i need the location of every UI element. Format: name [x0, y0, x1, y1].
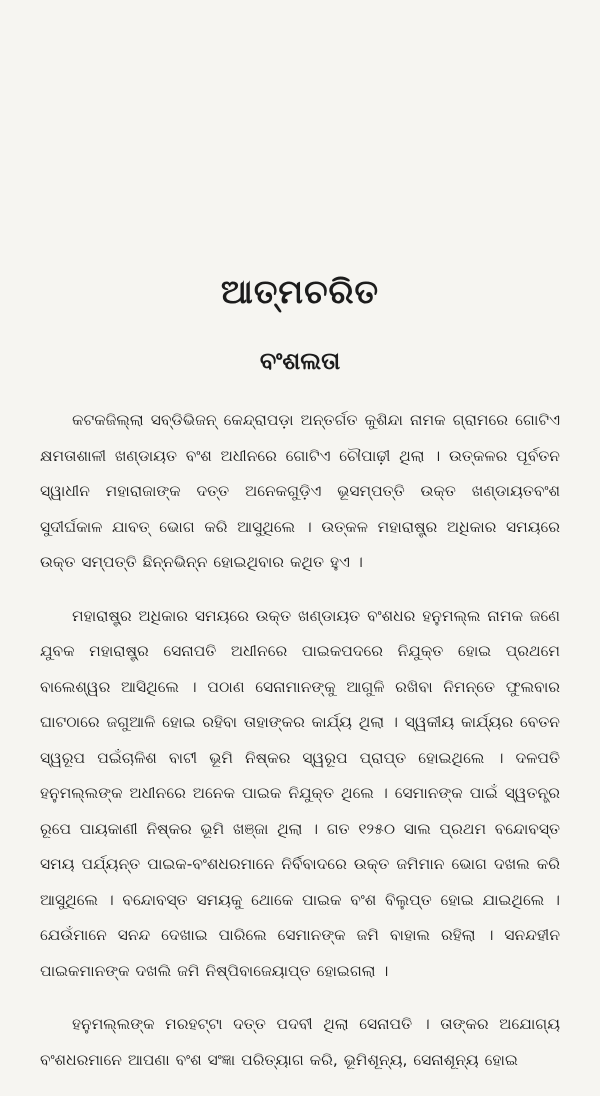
body-text [40, 403, 560, 1096]
paragraph: ମହାରାଷ୍ଟ୍ର ଅଧିକାର ସମୟରେ ଉକ୍ତ ଖଣ୍ଡାୟତ ବଂଶଧର ହନୁମଲ୍ଲ ନାମକ ଜଣେ ଯୁବକ ମହାରାଷ୍ଟ୍ର ସେନାପତି ଅଧୀନରେ ପାଇକପଦରେ ନିଯୁକ୍ତ ହୋଇ ପ୍ରଥମେ ବାଲେଶ୍ୱର ଆସିଥିଲେ । ପଠାଣ ସେନାମାନଙ୍କୁ ଆଗୁଳି ରଖିବା ନିମନ୍ତେ ଫୁଲବାର ଘାଟଠାରେ ଜଗୁଆଳି ହୋଇ ରହିବା ତାହାଙ୍କର କାର୍ଯ୍ୟ ଥିଲା । ସ୍ୱକୀୟ କାର୍ଯ୍ୟର ବେତନ ସ୍ୱରୂପ ପଇଁଚାଳିଶ ବାଟୀ ଭୂମି ନିଷ୍କର ସ୍ୱରୂପ ପ୍ରାପ୍ତ ହୋଇଥିଲେ । ଦଳପତି ହନୁମଲ୍ଲଙ୍କ ଅଧୀନରେ ଅନେକ ପାଇକ ନିଯୁକ୍ତ ଥିଲେ । ସେମାନଙ୍କ ପାଇଁ ସ୍ୱତନ୍ତ୍ର ରୂପେ ପାୟକାଣୀ ନିଷ୍କର ଭୂମି ଖଞ୍ଜା ଥିଲା । ଗତ ୧୨୫୦ ସାଲ ପ୍ରଥମ ବନ୍ଦୋବସ୍ତ ସମୟ ପର୍ଯ୍ୟନ୍ତ ପାଇକ-ବଂଶଧରମାନେ ନିର୍ବିବାଦରେ ଉକ୍ତ ଜମିମାନ ଭୋଗ ଦଖଲ କରି ଆସୁଥିଲେ । ବନ୍ଦୋବସ୍ତ ସମୟକୁ ଥୋକେ ପାଇକ ବଂଶ ବିଲୁପ୍ତ ହୋଇ ଯାଇଥିଲେ । ଯେଉଁମାନେ ସନନ୍ଦ ଦେଖାଇ ପାରିଲେ ସେମାନଙ୍କ ଜମି ବାହାଲ ରହିଲା । ସନନ୍ଦହୀନ ପାଇକମାନଙ୍କ ଦଖଲି ଜମି ନିଷ୍ପିବାଜେୟାପ୍ତ ହୋଇଗଲା । [40, 606, 560, 980]
paragraph: କଟକଜିଲ୍ଲା ସବ୍‌ଡିଭିଜନ୍ କେନ୍ଦ୍ରାପଡ଼ା ଅନ୍ତର୍ଗତ କୁଶିନ୍ଦା ନାମକ ଗ୍ରାମରେ ଗୋଟିଏ କ୍ଷମତାଶାଳୀ ଖଣ୍ଡାୟତ ବଂଶ ଅଧୀନରେ ଗୋଟିଏ ଚୌପାଢ଼ୀ ଥିଲା । ଉତ୍କଳର ପୂର୍ବତନ ସ୍ୱାଧୀନ ମହାରାଜାଙ୍କ ଦତ୍ତ ଅନେକଗୁଡ଼ିଏ ଭୂସମ୍ପତ୍ତି ଉକ୍ତ ଖଣ୍ଡାୟତବଂଶ ସୁଦୀର୍ଘକାଳ ଯାବତ୍ ଭୋଗ କରି ଆସୁଥିଲେ । ଉତ୍କଳ ମହାରାଷ୍ଟ୍ର ଅଧିକାର ସମୟରେ ଉକ୍ତ ସମ୍ପତ୍ତି ଛିନ୍ନଭିନ୍ନ ହୋଇଥିବାର କଥିତ ହୁଏ । [40, 411, 560, 571]
section-heading: ବଂଶଲତା [259, 347, 341, 375]
paragraph: ହନୁମଲ୍ଲଙ୍କ ମରହଟ୍ଟା ଦତ୍ତ ପଦବୀ ଥିଲା ସେନାପତି । ତାଙ୍କର ଅଯୋଗ୍ୟ ବଂଶଧରମାନେ ଆପଣା ବଂଶ ସଂଜ୍ଞା ପରିତ୍ୟାଗ କରି, ଭୂମିଶୂନ୍ୟ, ସେନାଶୂନ୍ୟ ହୋଇ [40, 1015, 560, 1069]
page-title: ଆତ୍ମଚରିତ [220, 272, 380, 311]
